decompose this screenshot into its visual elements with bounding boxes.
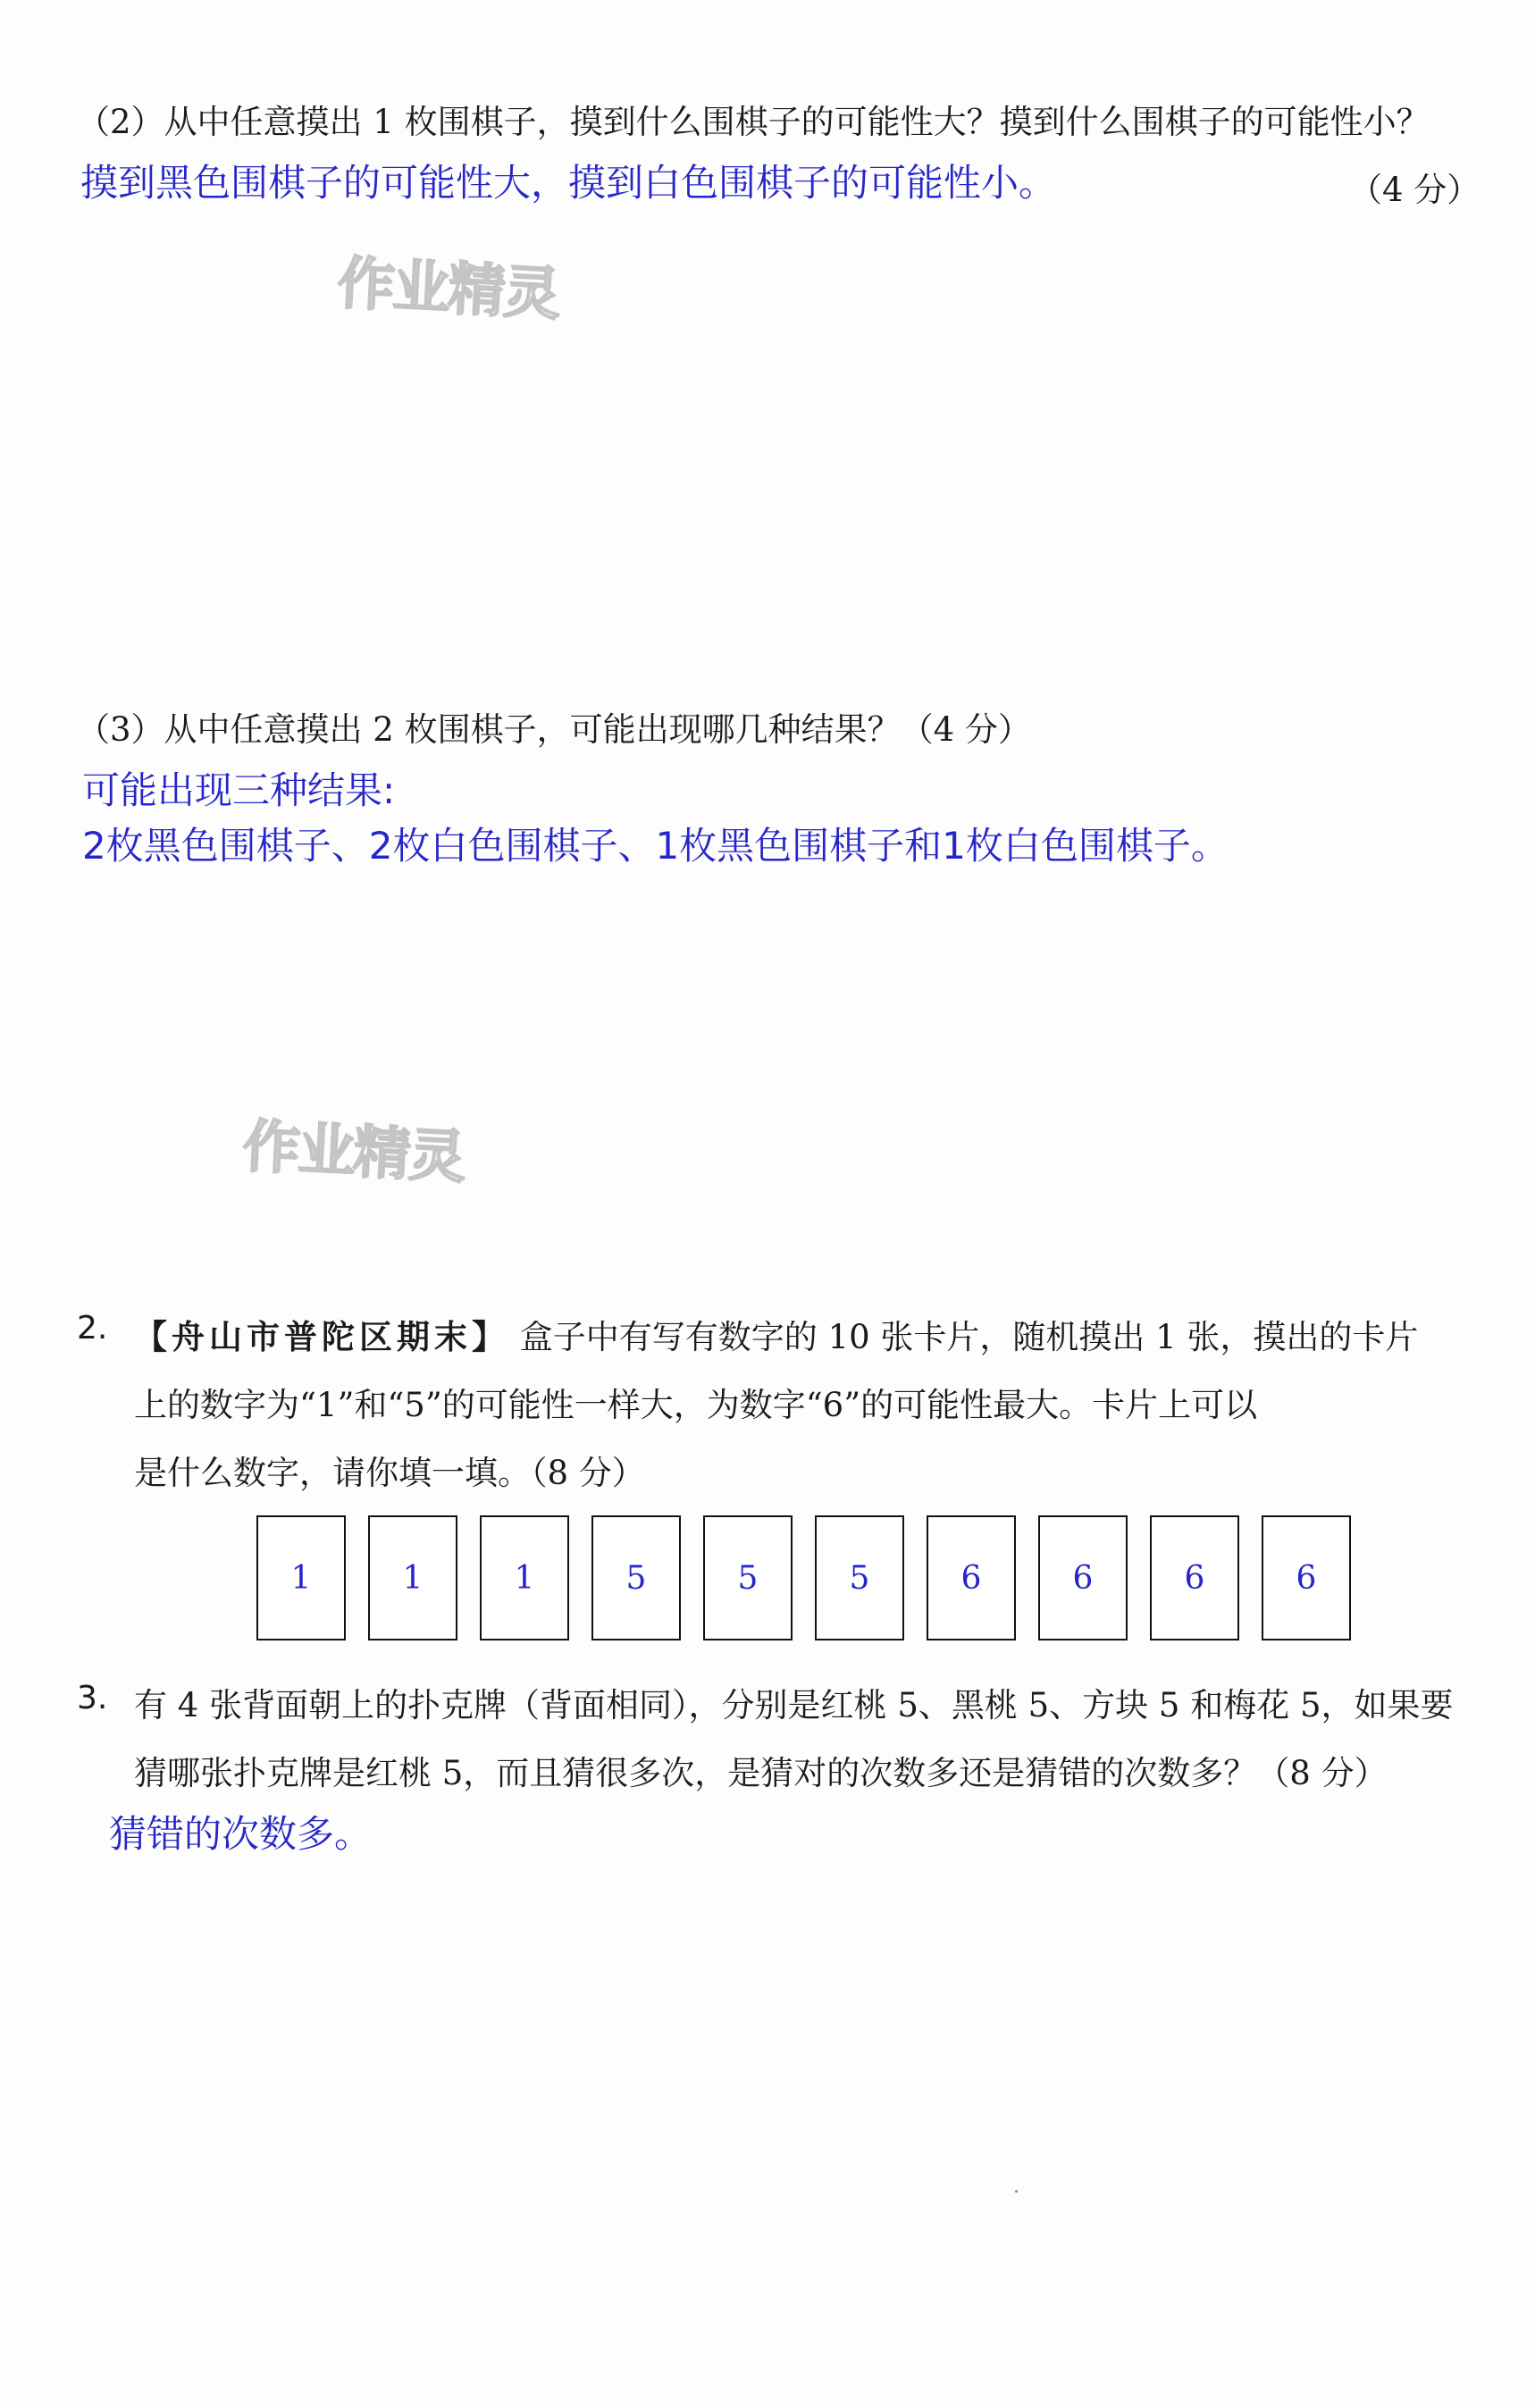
card: 1 bbox=[480, 1515, 569, 1640]
q2-text: （2）从中任意摸出 1 枚围棋子，摸到什么围棋子的可能性大？摸到什么围棋子的可能性小？ bbox=[77, 103, 1430, 141]
q3-text: （3）从中任意摸出 2 枚围棋子，可能出现哪几种结果？（4 分） bbox=[77, 710, 1031, 749]
card: 6 bbox=[1262, 1515, 1351, 1640]
problem3-answer: 猜错的次数多。 bbox=[109, 1812, 373, 1856]
card: 1 bbox=[368, 1515, 457, 1640]
watermark-logo: 作业精灵 bbox=[240, 1113, 466, 1192]
q3-answer-line2: 2枚黑色围棋子、2枚白色围棋子、1枚黑色围棋子和1枚白色围棋子。 bbox=[82, 824, 1229, 868]
card-row bbox=[256, 1515, 1351, 1640]
problem2-line2: 上的数字为“1”和“5”的可能性一样大，为数字“6”的可能性最大。卡片上可以 bbox=[134, 1386, 1258, 1424]
card: 6 bbox=[927, 1515, 1016, 1640]
q2-answer: 摸到黑色围棋子的可能性大，摸到白色围棋子的可能性小。 bbox=[80, 161, 1057, 205]
problem2-number: 2. bbox=[77, 1310, 108, 1347]
problem2-line1 bbox=[134, 1310, 1418, 1358]
q2-score: （4 分） bbox=[1349, 171, 1480, 209]
card: 6 bbox=[1150, 1515, 1239, 1640]
problem2-line3: 是什么数字，请你填一填。（8 分） bbox=[134, 1454, 645, 1492]
card: 5 bbox=[591, 1515, 681, 1640]
card: 6 bbox=[1038, 1515, 1128, 1640]
problem2-text: 盒子中有写有数字的 10 张卡片，随机摸出 1 张，摸出的卡片 bbox=[519, 1318, 1419, 1356]
problem3-line1: 有 4 张背面朝上的扑克牌（背面相同），分别是红桃 5、黑桃 5、方块 5 和梅花 5，如果要 bbox=[134, 1686, 1454, 1724]
scan-speck bbox=[1015, 2190, 1018, 2193]
watermark-logo: 作业精灵 bbox=[335, 250, 561, 329]
problem3-line2: 猜哪张扑克牌是红桃 5，而且猜很多次，是猜对的次数多还是猜错的次数多？（8 分） bbox=[134, 1754, 1388, 1792]
problem2-source: 【舟山市普陀区期末】 bbox=[134, 1317, 509, 1356]
card: 1 bbox=[256, 1515, 346, 1640]
card: 5 bbox=[703, 1515, 793, 1640]
problem3-number: 3. bbox=[77, 1680, 108, 1716]
card: 5 bbox=[815, 1515, 904, 1640]
q3-answer-line1: 可能出现三种结果: bbox=[82, 768, 396, 812]
